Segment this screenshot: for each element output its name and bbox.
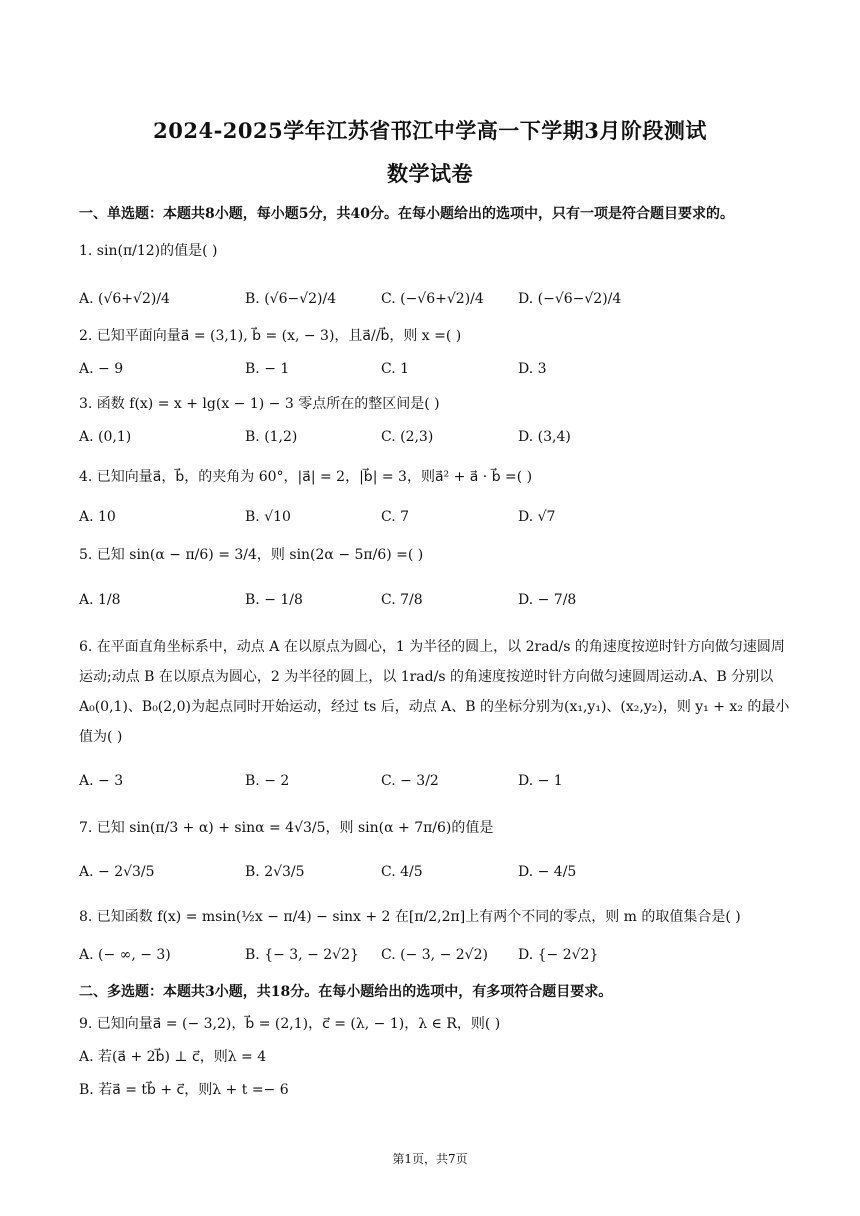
question-6: 6. 在平面直角坐标系中，动点 A 在以原点为圆心，1 为半径的圆上，以 2rad/s 的角速度按逆时针方向做匀速圆周运动;动点 B 在以原点为圆心，2 为半径的圆上，以 1rad/s 的角速度按逆时针方向做匀速圆周运动.A、B 分别以A₀(0,1)、B₀(2,0)为起点同时开始运动，经过 ts 后，动点 A、B 的坐标分别为(x₁,y₁)、(x₂,y₂)，则 y₁ + x₂ 的最小值为( ) [79, 639, 790, 745]
q1-option-d: D. (−√6−√2)/4 [518, 291, 622, 307]
question-2: 2. 已知平面向量a⃗ = (3,1), b⃗ = (x, − 3)，且a⃗//b⃗，则 x =( ) [79, 328, 462, 344]
question-7: 7. 已知 sin(π/3 + α) + sinα = 4√3/5，则 sin(α + 7π/6)的值是 [79, 820, 494, 836]
q3-option-b: B. (1,2) [245, 429, 298, 445]
q2-option-a: A. − 9 [79, 361, 124, 377]
q1-option-a: A. (√6+√2)/4 [79, 291, 170, 307]
q5-option-b: B. − 1/8 [245, 592, 303, 608]
q8-option-b: B. {− 3, − 2√2} [245, 947, 359, 963]
q4-option-d: D. √7 [518, 509, 556, 525]
section-single-choice: 一、单选题：本题共8小题，每小题5分，共40分。在每小题给出的选项中，只有一项是符合题目要求的。 [79, 206, 734, 222]
exam-subtitle: 数学试卷 [387, 161, 473, 186]
q6-option-d: D. − 1 [518, 773, 563, 789]
q4-option-c: C. 7 [381, 509, 410, 525]
question-1: 1. sin(π/12)的值是( ) [79, 243, 218, 259]
q1-option-c: C. (−√6+√2)/4 [381, 291, 484, 307]
exam-title: 2024-2025学年江苏省邗江中学高一下学期3月阶段测试 [153, 118, 707, 143]
q8-option-c: C. (− 3, − 2√2) [381, 947, 488, 963]
q9-option-a: A. 若(a⃗ + 2b⃗) ⊥ c⃗，则λ = 4 [79, 1049, 267, 1065]
q6-option-c: C. − 3/2 [381, 773, 439, 789]
q3-option-c: C. (2,3) [381, 429, 434, 445]
q4-option-a: A. 10 [79, 509, 116, 525]
q7-option-d: D. − 4/5 [518, 864, 577, 880]
q2-option-d: D. 3 [518, 361, 547, 377]
q7-option-a: A. − 2√3/5 [79, 864, 155, 880]
page-footer: 第1页，共7页 [392, 1152, 468, 1166]
q5-option-a: A. 1/8 [79, 592, 121, 608]
question-9: 9. 已知向量a⃗ = (− 3,2)，b⃗ = (2,1)，c⃗ = (λ, − 1)，λ ∈ R，则( ) [79, 1016, 501, 1032]
q6-option-b: B. − 2 [245, 773, 290, 789]
q8-option-d: D. {− 2√2} [518, 947, 599, 963]
q2-option-b: B. − 1 [245, 361, 290, 377]
q5-option-d: D. − 7/8 [518, 592, 577, 608]
q3-option-d: D. (3,4) [518, 429, 571, 445]
q4-option-b: B. √10 [245, 509, 291, 525]
q2-option-c: C. 1 [381, 361, 410, 377]
q8-option-a: A. (− ∞, − 3) [79, 947, 171, 963]
question-5: 5. 已知 sin(α − π/6) = 3/4，则 sin(2α − 5π/6) =( ) [79, 547, 424, 563]
question-3: 3. 函数 f(x) = x + lg(x − 1) − 3 零点所在的整区间是( ) [79, 396, 440, 412]
q7-option-c: C. 4/5 [381, 864, 423, 880]
section-multiple-choice: 二、多选题：本题共3小题，共18分。在每小题给出的选项中，有多项符合题目要求。 [79, 984, 613, 1000]
q1-option-b: B. (√6−√2)/4 [245, 291, 337, 307]
q5-option-c: C. 7/8 [381, 592, 423, 608]
question-8: 8. 已知函数 f(x) = msin(½x − π/4) − sinx + 2 在[π/2,2π]上有两个不同的零点，则 m 的取值集合是( ) [79, 909, 741, 925]
q3-option-a: A. (0,1) [79, 429, 132, 445]
q7-option-b: B. 2√3/5 [245, 864, 305, 880]
q6-option-a: A. − 3 [79, 773, 124, 789]
question-4: 4. 已知向量a⃗，b⃗，的夹角为 60°，|a⃗| = 2，|b⃗| = 3，则a⃗² + a⃗ · b⃗ =( ) [79, 469, 533, 485]
q9-option-b: B. 若a⃗ = tb⃗ + c⃗，则λ + t =− 6 [79, 1082, 289, 1098]
